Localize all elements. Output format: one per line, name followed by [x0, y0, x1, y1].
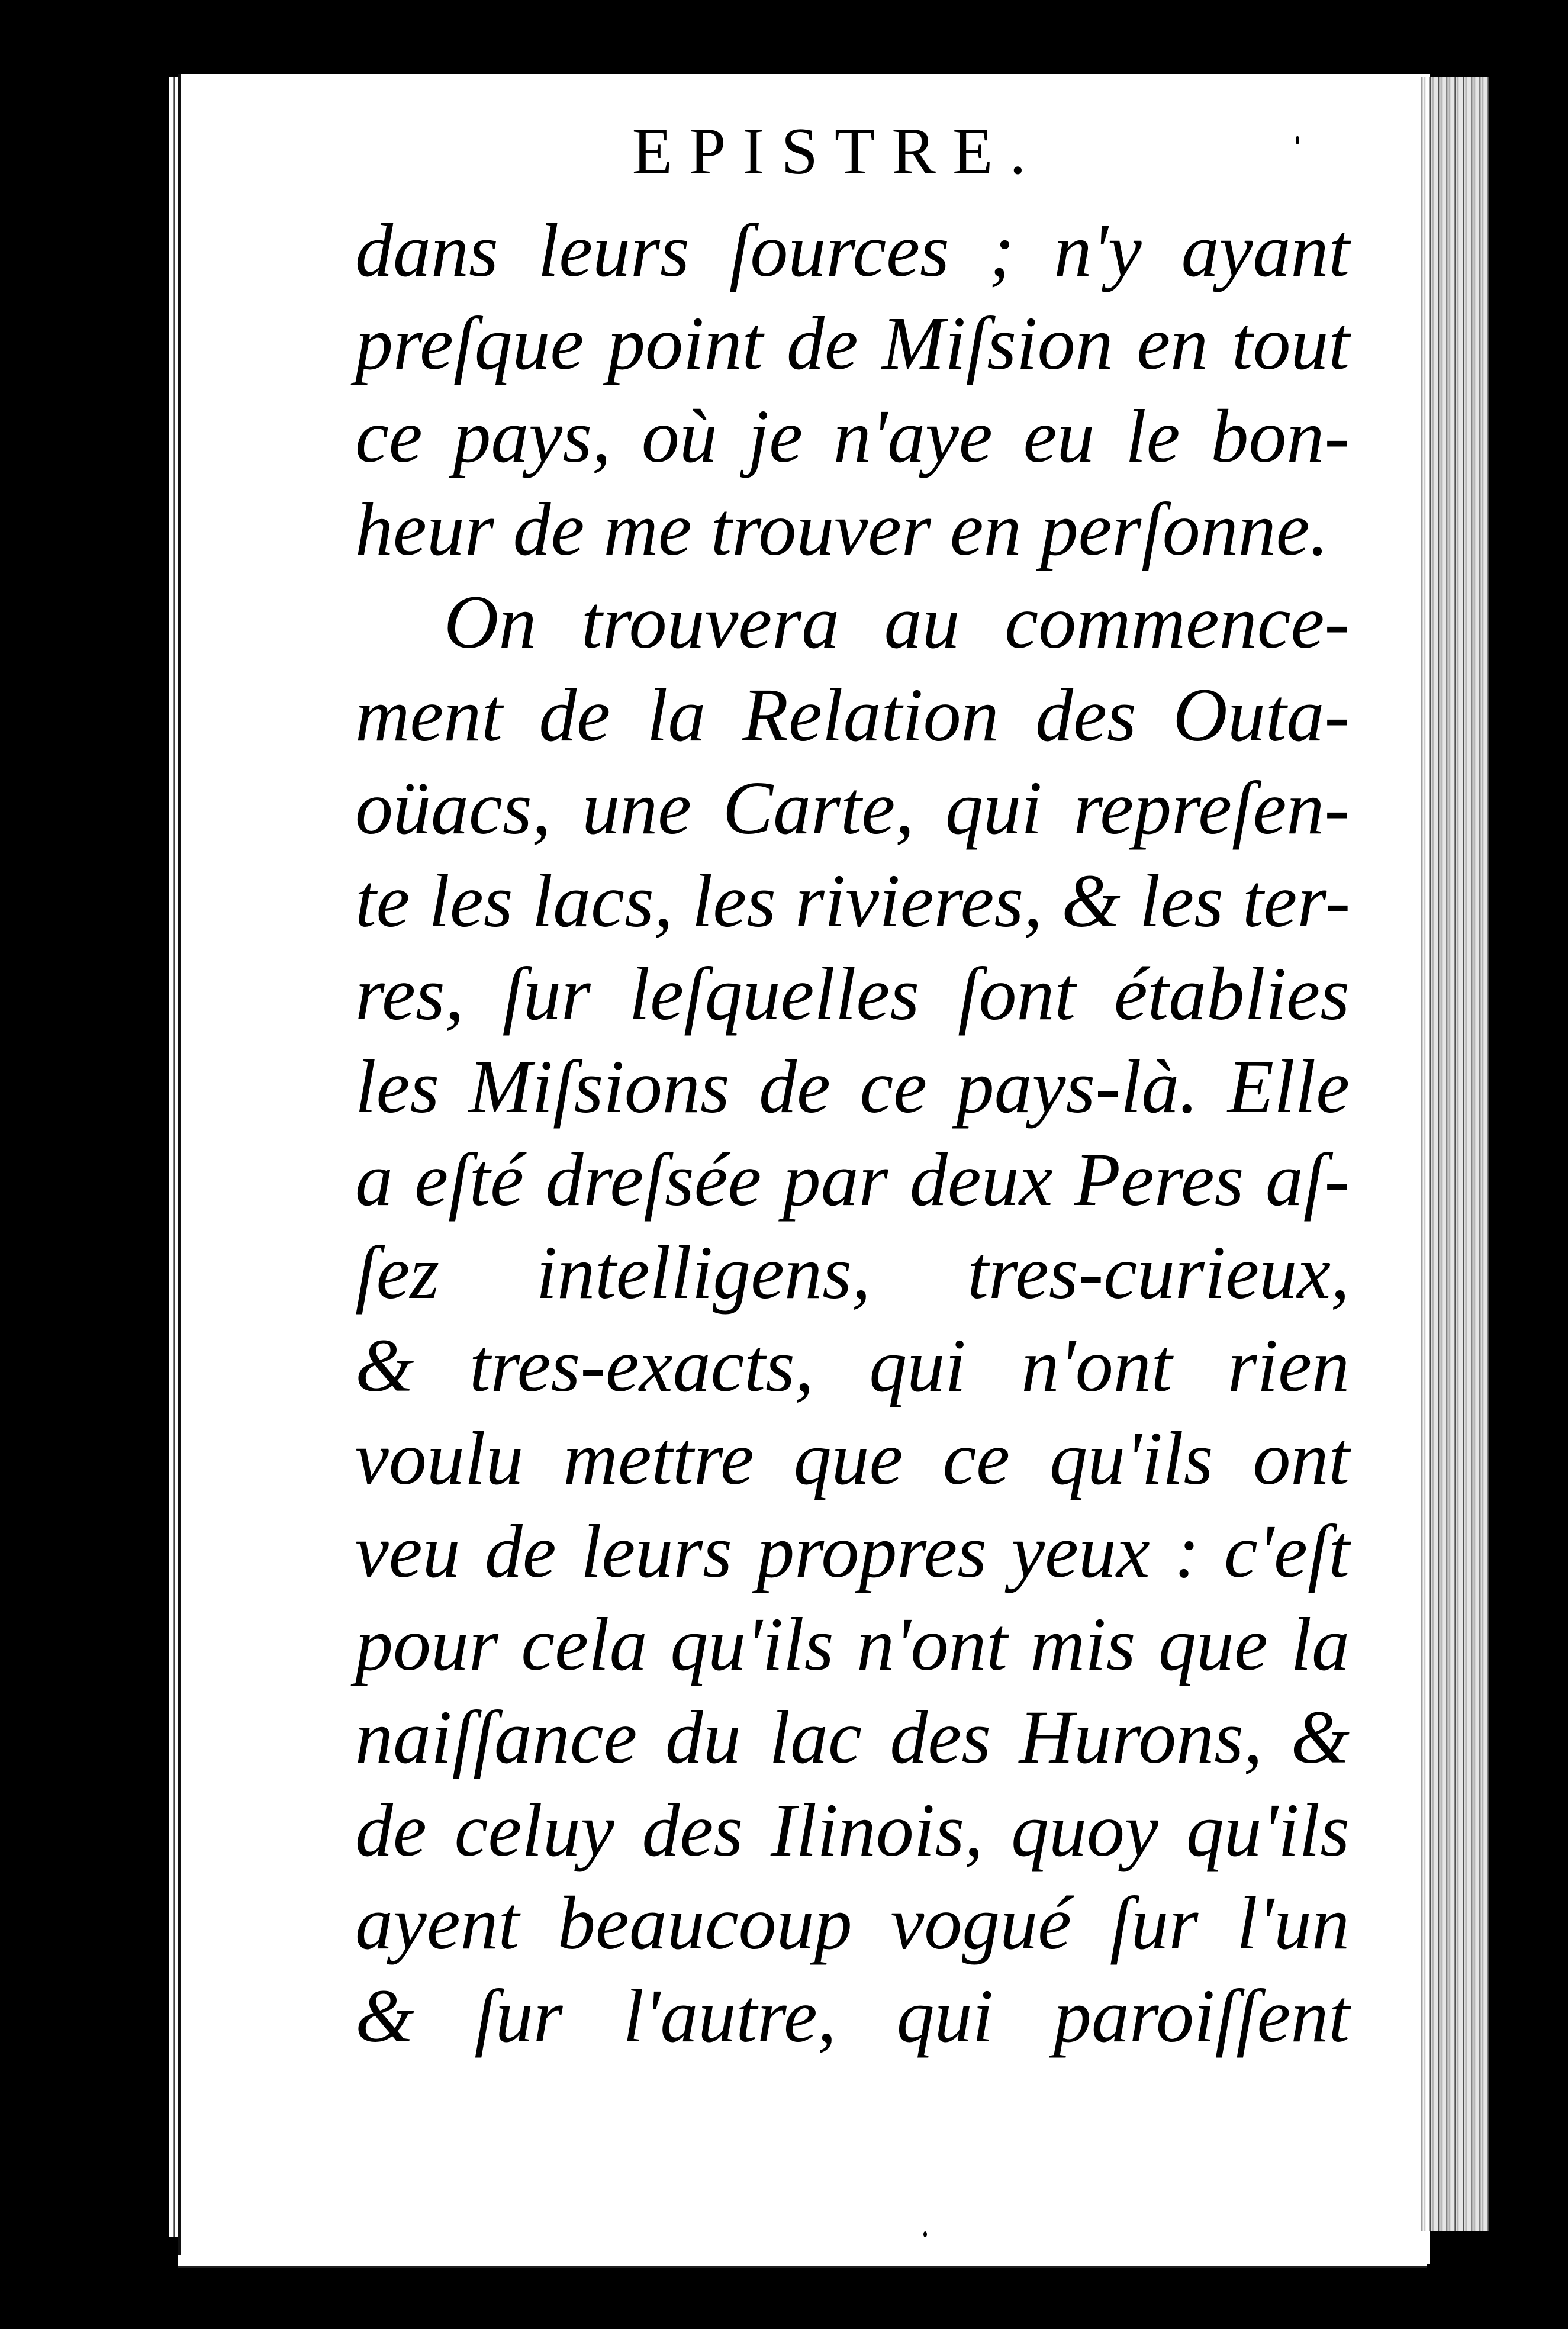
page-fore-edge: [1418, 77, 1489, 2231]
text-line: de celuy des Ilinois, quoy qu'ils: [355, 1788, 1350, 1872]
body-text: [355, 204, 1350, 2063]
text-line: ce pays, où je n'aye eu le bon-: [355, 394, 1350, 478]
text-line: On trouvera au commence-: [444, 580, 1350, 664]
text-line: dans leurs ſources ; n'y ayant: [355, 208, 1350, 292]
text-line: res, ſur leſquelles ſont établies: [355, 952, 1350, 1036]
text-line: te les lacs, les rivieres, & les ter-: [355, 859, 1351, 943]
text-line: les Miſsions de ce pays-là. Elle: [355, 1045, 1350, 1129]
scan-speck: [923, 2231, 927, 2237]
text-line: & ſur l'autre, qui paroiſſent: [355, 1974, 1350, 2058]
text-line: a eſté dreſsée par deux Peres aſ-: [355, 1138, 1350, 1222]
text-line: oüacs, une Carte, qui repreſen-: [355, 766, 1350, 850]
scan-speck: [1515, 811, 1520, 816]
text-line: preſque point de Miſsion en tout: [355, 301, 1350, 385]
text-line: pour cela qu'ils n'ont mis que la: [355, 1602, 1350, 1686]
text-line: ſez intelligens, tres-curieux,: [355, 1230, 1350, 1315]
text-line: voulu mettre que ce qu'ils ont: [355, 1416, 1350, 1500]
text-line: ayent beaucoup vogué ſur l'un: [355, 1881, 1350, 1965]
text-line: naiſſance du lac des Hurons, &: [355, 1695, 1350, 1779]
text-line: veu de leurs propres yeux : c'eſt: [355, 1509, 1350, 1593]
running-head: EPISTRE.: [632, 115, 1043, 188]
text-line: heur de me trouver en perſonne.: [355, 487, 1329, 571]
page-bottom-edge: [178, 2255, 1427, 2268]
text-line: & tres-exacts, qui n'ont rien: [355, 1323, 1350, 1407]
scan-speck: [1296, 136, 1299, 144]
text-line: ment de la Relation des Outa-: [355, 673, 1350, 757]
